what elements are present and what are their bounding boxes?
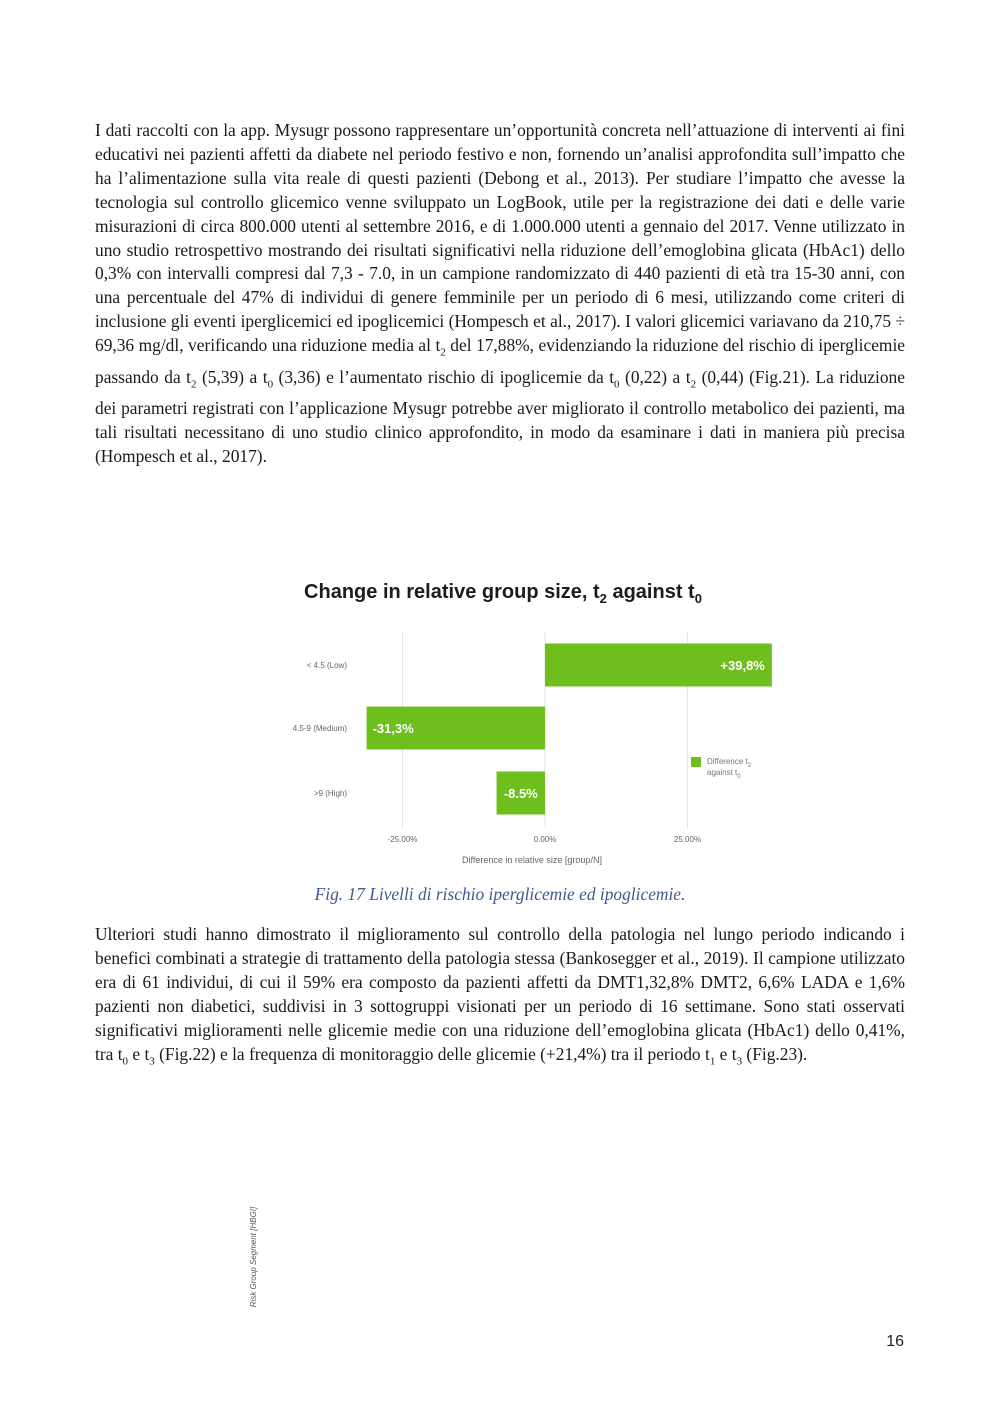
text-run: (5,39) a t xyxy=(196,366,268,387)
text-run: (Fig.22) e la frequenza di monitoraggio delle glicemie (+21,4%) tra il periodo t xyxy=(154,1043,710,1064)
text-run: e t xyxy=(715,1043,737,1064)
category-label: < 4.5 (Low) xyxy=(306,661,347,670)
subscript: 2 xyxy=(690,378,697,390)
subscript: 2 xyxy=(440,346,446,359)
subscript: 0 xyxy=(122,1055,129,1067)
bar-value-label: +39,8% xyxy=(720,658,765,673)
subscript: 0 xyxy=(267,378,274,390)
x-axis-label: Difference in relative size [group/N] xyxy=(462,855,602,865)
text-run: e t xyxy=(128,1043,150,1064)
x-tick-label: -25.00% xyxy=(387,835,418,844)
page-number: 16 xyxy=(886,1333,904,1350)
y-axis-label: Risk Group Segment [HBGI] xyxy=(249,1206,258,1308)
text-run: del 17,88%, evidenziando la riduzione del rischio di iperglicemie passando da t xyxy=(95,335,905,387)
x-tick-label: 25.00% xyxy=(673,835,702,844)
category-labels xyxy=(293,661,348,798)
subscript: 3 xyxy=(736,1055,743,1067)
subscript: 0 xyxy=(614,378,620,390)
subscript: 1 xyxy=(709,1055,716,1067)
text-run: I dati raccolti con la app. Mysugr possono rappresentare un’opportunità concreta nell’attuazione di interventi ai fini educativi nei pazienti affetti da diabete nel periodo festivo e non, fornendo un’analisi approfondita sull’impatto che ha l’alimentazione sulla vita reale di questi pazienti (Debong et al., 2013). Per studiare l’impatto che avesse la tecnologia sul controllo glicemico venne sviluppato un LogBook, utile per la registrazione dei dati e delle varie misurazioni di circa 800.000 utenti al settembre 2016, e di 1.000.000 utenti a gennaio del 2017. Venne utilizzato in uno studio retrospettivo mostrando dei risultati significativi nella riduzione dell’emoglobina glicata (HbAc1) dello 0,3% con intervalli compresi dal 7,3 - 7.0, in un campione randomizzato di 440 pazienti di età tra 15-30 anni, con una percentuale del 47% di individui di genere femminile per un periodo di 6 mesi, utilizzando come criteri di inclusione gli eventi iperglicemici ed ipoglicemici (Hompesch et al., 2017). I valori glicemici variavano da 210,75 ÷ 69,36 mg/dl, verificando una riduzione media al t xyxy=(95,120,905,356)
text-run: (Fig.23). xyxy=(742,1043,808,1064)
subscript: 2 xyxy=(191,378,197,390)
bar-value-label: -31,3% xyxy=(372,721,414,736)
text-run: (3,36) e l’aumentato rischio di ipoglicemie da t xyxy=(273,366,615,387)
legend-swatch xyxy=(691,757,701,767)
bar-value-label: -8.5% xyxy=(503,786,538,801)
figure-caption: Fig. 17 Livelli di rischio iperglicemie ed ipoglicemie. xyxy=(314,884,686,904)
category-label: 4.5-9 (Medium) xyxy=(292,724,347,733)
legend-label-line1: Difference $t_2$ xyxy=(707,757,752,769)
text-run: (0,44) (Fig.21). La riduzione dei parametri registrati con l’applicazione Mysugr potrebbe aver migliorato il controllo metabolico dei pazienti, ma tali risultati necessitano di uno studio clinico approfondito, in modo da esaminare i dati in maniera più precisa (Hompesch et al., 2017). xyxy=(95,366,905,466)
body-paragraph xyxy=(95,923,905,1074)
legend-label-line2: against $t_0$ xyxy=(707,768,741,780)
chart-title: Change in relative group size, $t_2$ against $t_0$ xyxy=(304,581,702,606)
chart-legend xyxy=(691,757,752,780)
bars xyxy=(367,644,772,815)
text-run: (0,22) a t xyxy=(619,366,691,387)
text-run: Ulteriori studi hanno dimostrato il miglioramento sul controllo della patologia nel lungo periodo indicando i benefici combinati a strategie di trattamento della patologia stessa (Bankosegger et al., 2019). Il campione utilizzato era di 61 individui, di cui il 59% era composto da pazienti affetti da DMT1,32,8% DMT2, 6,6% LADA e 1,6% pazienti non diabetici, suddivisi in 3 sottogruppi visionati per un periodo di 16 settimane. Sono stati osservati significativi miglioramenti nelle glicemie medie con una riduzione dell’emoglobina glicata (HbAc1) dello 0,41%, tra t xyxy=(95,924,905,1064)
body-paragraph xyxy=(95,119,905,469)
subscript: 3 xyxy=(149,1055,155,1067)
x-tick-label: 0.00% xyxy=(533,835,557,844)
x-tick-labels xyxy=(388,835,701,844)
category-label: >9 (High) xyxy=(313,789,347,798)
